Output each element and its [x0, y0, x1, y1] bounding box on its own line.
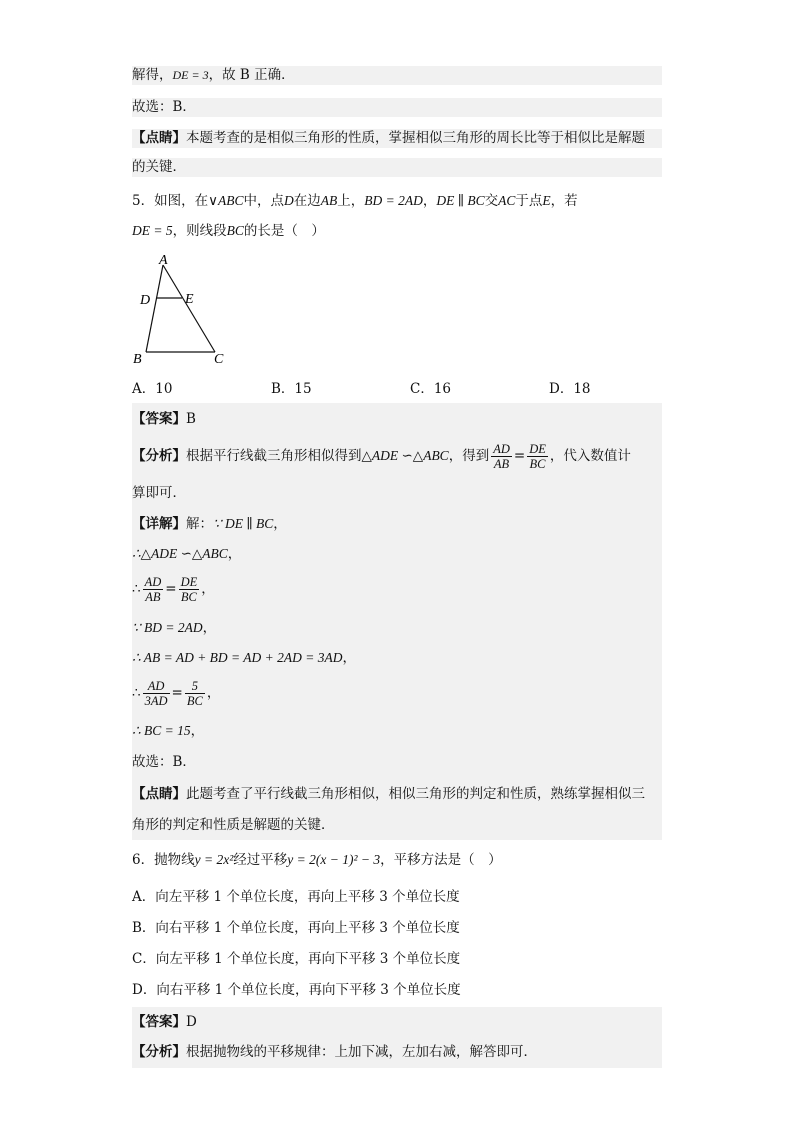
text: 上， [337, 193, 365, 209]
numerator: AD [493, 442, 510, 456]
fraction [185, 679, 205, 708]
q6-analysis-line [132, 1043, 662, 1061]
therefore-symbol: ∴ [132, 581, 141, 597]
detail-tag: 【详解】 [132, 516, 186, 532]
text: 故选：B． [132, 754, 196, 770]
equals: = [171, 685, 183, 701]
fraction [179, 575, 200, 604]
text: ， [422, 193, 437, 209]
denominator: 3AD [144, 694, 168, 708]
label-a: A [159, 253, 168, 268]
text: 根据平行线截三角形相似得到 [186, 448, 362, 464]
text: 经过平移 [233, 852, 288, 868]
math-expression: △ADE ∽△ABC [361, 448, 449, 463]
q6-option-c: C．向左平移 1 个单位长度，再向下平移 3 个单位长度 [132, 951, 461, 967]
detail-line-6 [132, 676, 662, 710]
text: 算即可． [132, 485, 186, 501]
text: 在边 [293, 193, 321, 209]
analysis-tag: 【分析】 [132, 448, 186, 464]
text: ， [206, 685, 221, 701]
text: 解： [186, 516, 213, 532]
analysis-tag: 【分析】 [132, 1044, 186, 1060]
q6-option-a: A．向左平移 1 个单位长度，再向上平移 3 个单位长度 [132, 889, 460, 905]
math-expression: ∵ BD = 2AD [132, 620, 203, 635]
detail-line-1 [132, 515, 662, 533]
text: 6．抛物线 [132, 852, 195, 868]
text: 解得， [132, 67, 173, 83]
denominator: BC [529, 457, 546, 471]
answer-tag: 【答案】 [132, 1014, 186, 1030]
math-expression: ∴△ADE ∽△ABC [132, 546, 228, 561]
denominator: BC [180, 590, 197, 604]
detail-line-5 [132, 649, 662, 667]
math-expression: D [283, 193, 294, 208]
text: ， [190, 723, 205, 739]
text: 的长是（ ） [243, 223, 325, 239]
text: 的关键． [132, 159, 186, 175]
math-expression: ∴ AB = AD + BD = AD + 2AD = 3AD [132, 650, 343, 665]
fraction [491, 442, 512, 471]
detail-line-4 [132, 619, 662, 637]
math-expression: AC [498, 193, 516, 208]
text: 中，点 [243, 193, 284, 209]
math-expression: DE = 3 [172, 68, 209, 82]
numerator: AD [144, 575, 162, 589]
math-expression: ∨ABC [208, 193, 244, 208]
text: ，若 [550, 193, 578, 209]
answer-line [132, 410, 662, 428]
math-expression: y = 2(x − 1)² − 3 [287, 852, 381, 867]
math-expression: AB [320, 193, 338, 208]
fraction [143, 679, 170, 708]
question-5-stem-2 [132, 222, 662, 240]
text: ，代入数值计 [549, 448, 631, 464]
comment-5-line [132, 785, 662, 803]
detail-line-2 [132, 545, 662, 563]
q6-answer-line [132, 1013, 662, 1031]
side-ac [163, 265, 215, 352]
detail-line-7 [132, 722, 662, 740]
text: ， [342, 650, 357, 666]
text: ， [202, 620, 217, 636]
analysis-line-2 [132, 484, 662, 502]
denominator: AB [493, 457, 510, 471]
label-e: E [185, 292, 194, 307]
text: ， [273, 516, 287, 532]
option-c: C．16 [410, 381, 452, 397]
math-expression: DE = 5 [132, 223, 173, 238]
therefore-symbol: ∴ [132, 685, 141, 701]
answer-value: B [186, 411, 196, 427]
text: ，故 B 正确． [208, 67, 295, 83]
equals: = [513, 448, 526, 464]
comment-line [132, 129, 662, 148]
option-b: B．15 [271, 381, 312, 397]
q6-option-d: D．向右平移 1 个单位长度，再向下平移 3 个单位长度 [132, 982, 461, 998]
fraction [143, 575, 164, 604]
text: 交 [484, 193, 499, 209]
comment-tag: 【点睛】 [132, 130, 186, 146]
label-d: D [140, 293, 151, 308]
equals: = [165, 581, 177, 597]
math-expression: y = 2x² [194, 852, 234, 867]
detail-line-3 [132, 572, 662, 606]
side-ab [146, 265, 163, 352]
text: 角形的判定和性质是解题的关键． [132, 817, 335, 833]
math-expression: BD = 2AD [364, 193, 423, 208]
conclusion-line [132, 98, 662, 117]
denominator: BC [186, 694, 203, 708]
math-expression: BC [226, 223, 244, 238]
fraction [527, 442, 548, 471]
text: 5．如图，在 [132, 193, 209, 209]
numerator: AD [143, 679, 170, 694]
numerator: DE [180, 575, 198, 589]
option-a: A．10 [132, 381, 173, 397]
denominator: AB [145, 590, 161, 604]
analysis-line [132, 438, 662, 474]
numerator: DE [529, 442, 546, 456]
text: ，得到 [448, 448, 490, 464]
answer-tag: 【答案】 [132, 411, 186, 427]
question-5-stem [132, 192, 662, 210]
label-c: C [214, 352, 224, 367]
triangle-figure [128, 250, 238, 370]
text: 故选：B． [132, 99, 196, 115]
comment-line-2 [132, 158, 662, 177]
text: ， [201, 581, 215, 597]
text: 本题考查的是相似三角形的性质，掌握相似三角形的周长比等于相似比是解题 [186, 130, 645, 146]
text: ，平移方法是（ ） [380, 852, 502, 868]
question-6-stem [132, 851, 662, 869]
text: ， [227, 546, 242, 562]
text: 此题考查了平行线截三角形相似，相似三角形的判定和性质，熟练掌握相似三 [186, 786, 645, 802]
text: ，则线段 [172, 223, 227, 239]
answer-value: D [186, 1014, 197, 1030]
solution-line [132, 66, 662, 85]
text: 于点 [515, 193, 543, 209]
numerator: 5 [185, 679, 205, 694]
q6-option-b: B．向右平移 1 个单位长度，再向上平移 3 个单位长度 [132, 920, 460, 936]
detail-line-8 [132, 753, 662, 771]
math-expression: DE ∥ BC [436, 193, 485, 208]
comment-tag: 【点睛】 [132, 786, 186, 802]
math-expression: ∴ BC = 15 [132, 723, 191, 738]
math-expression: ∵ DE ∥ BC [213, 516, 274, 531]
text: 根据抛物线的平移规律：上加下减，左加右减，解答即可． [186, 1044, 537, 1060]
label-b: B [133, 352, 142, 367]
math-expression: E [542, 193, 551, 208]
option-d: D．18 [549, 381, 591, 397]
comment-5-line-2 [132, 816, 662, 834]
